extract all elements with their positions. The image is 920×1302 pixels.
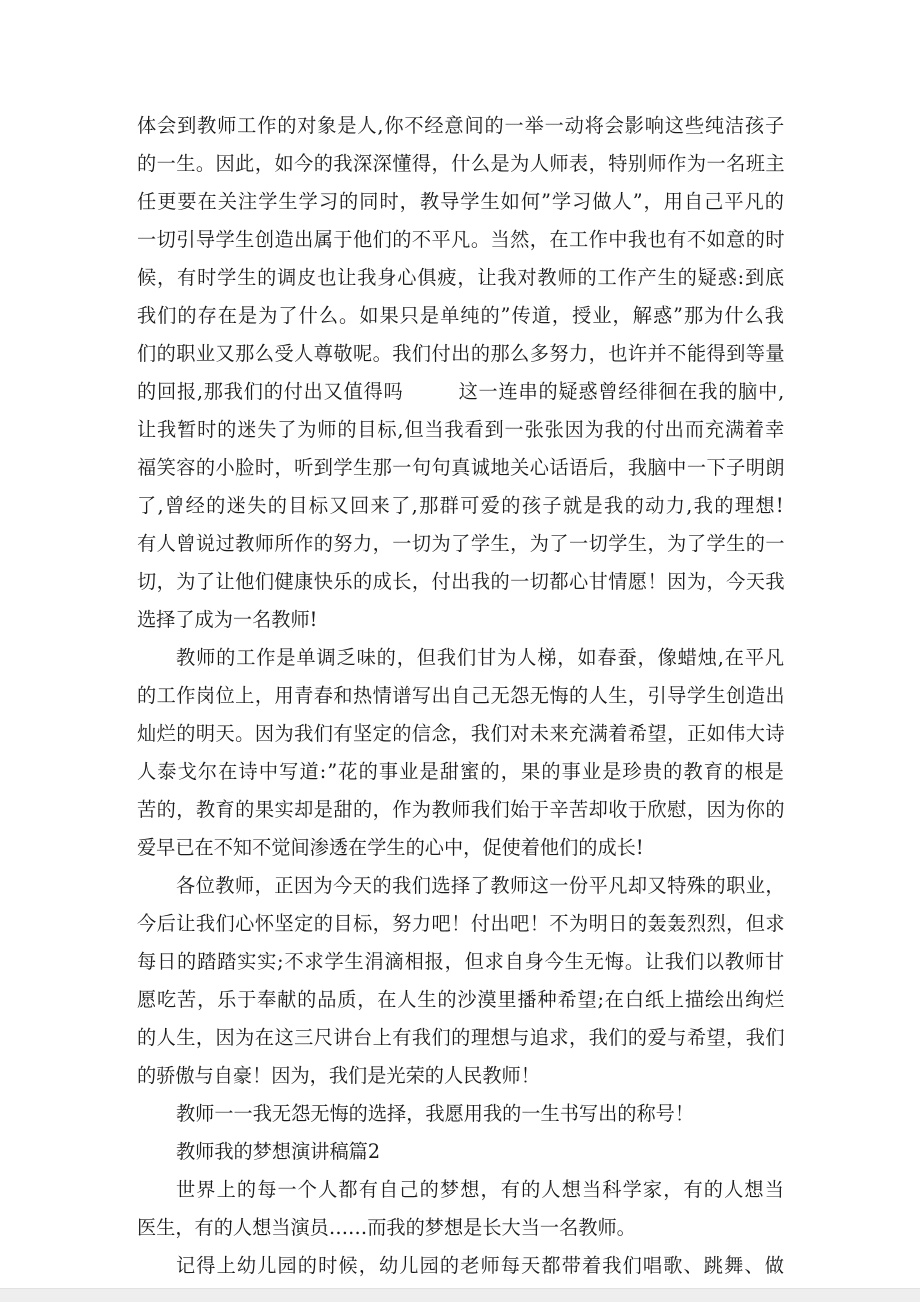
page-footer-bar (0, 1288, 920, 1302)
text-line: 世界上的每一个人都有自己的梦想，有的人想当科学家，有的人想当 (176, 1178, 785, 1201)
text-line: 的一生。因此，如今的我深深懂得，什么是为人师表，特别师作为一名班主 (137, 152, 785, 175)
text-line: 让我暂时的迷失了为师的目标,但当我看到一张张因为我的付出而充满着幸 (137, 418, 785, 441)
text-line: 各位教师，正因为今天的我们选择了教师这一份平凡却又特殊的职业， (176, 874, 785, 897)
text-line: 每日的踏踏实实;不求学生涓滴相报，但求自身今生无悔。让我们以教师甘 (137, 950, 785, 973)
text-line: 今后让我们心怀坚定的目标，努力吧！付出吧！不为明日的轰轰烈烈，但求 (137, 912, 785, 935)
text-line: 的人生，因为在这三尺讲台上有我们的理想与追求，我们的爱与希望，我们 (137, 1026, 785, 1049)
text-line: 了,曾经的迷失的目标又回来了,那群可爱的孩子就是我的动力,我的理想! (137, 494, 785, 517)
text-line: 愿吃苦，乐于奉献的品质，在人生的沙漠里播种希望;在白纸上描绘出绚烂 (137, 988, 785, 1011)
text-line: 体会到教师工作的对象是人,你不经意间的一举一动将会影响这些纯洁孩子 (137, 114, 785, 137)
section-heading: 教师我的梦想演讲稿篇2 (176, 1140, 381, 1163)
text-line: 切，为了让他们健康快乐的成长，付出我的一切都心甘情愿！因为，今天我 (137, 570, 785, 593)
text-line: 爱早已在不知不觉间渗透在学生的心中，促使着他们的成长! (137, 836, 644, 859)
text-line: 人泰戈尔在诗中写道:”花的事业是甜蜜的，果的事业是珍贵的教育的根是 (137, 760, 785, 783)
text-line: 的工作岗位上，用青春和热情谱写出自己无怨无悔的人生，引导学生创造出 (137, 684, 785, 707)
text-line: 教师的工作是单调乏味的，但我们甘为人梯，如春蚕，像蜡烛,在平凡 (176, 646, 785, 669)
text-line: 们的职业又那么受人尊敬呢。我们付出的那么多努力，也许并不能得到等量 (137, 342, 785, 365)
text-line: 选择了成为一名教师! (137, 608, 318, 631)
text-line: 教师一一我无怨无悔的选择，我愿用我的一生书写出的称号！ (176, 1102, 695, 1125)
text-line: 福笑容的小脸时，听到学生那一句句真诚地关心话语后，我脑中一下子明朗 (137, 456, 785, 479)
text-line: 苦的，教育的果实却是甜的，作为教师我们始于辛苦却收于欣慰，因为你的 (137, 798, 785, 821)
text-line: 医生，有的人想当演员……而我的梦想是长大当一名教师。 (137, 1216, 636, 1239)
text-line: 候，有时学生的调皮也让我身心俱疲，让我对教师的工作产生的疑惑:到底 (137, 266, 785, 289)
text-line: 记得上幼儿园的时候，幼儿园的老师每天都带着我们唱歌、跳舞、做 (176, 1254, 785, 1277)
text-line: 灿烂的明天。因为我们有坚定的信念，我们对未来充满着希望，正如伟大诗 (137, 722, 785, 745)
text-line: 我们的存在是为了什么。如果只是单纯的”传道，授业，解惑”那为什么我 (137, 304, 785, 327)
text-line: 有人曾说过教师所作的努力，一切为了学生，为了一切学生，为了学生的一 (137, 532, 785, 555)
text-line: 任更要在关注学生学习的同时，教导学生如何”学习做人”，用自己平凡的 (137, 190, 785, 213)
text-line: 的骄傲与自豪！因为，我们是光荣的人民教师！ (137, 1064, 540, 1087)
text-line: 一切引导学生创造出属于他们的不平凡。当然，在工作中我也有不如意的时 (137, 228, 785, 251)
text-line: 的回报,那我们的付出又值得吗 这一连串的疑惑曾经徘徊在我的脑中, (137, 380, 785, 403)
